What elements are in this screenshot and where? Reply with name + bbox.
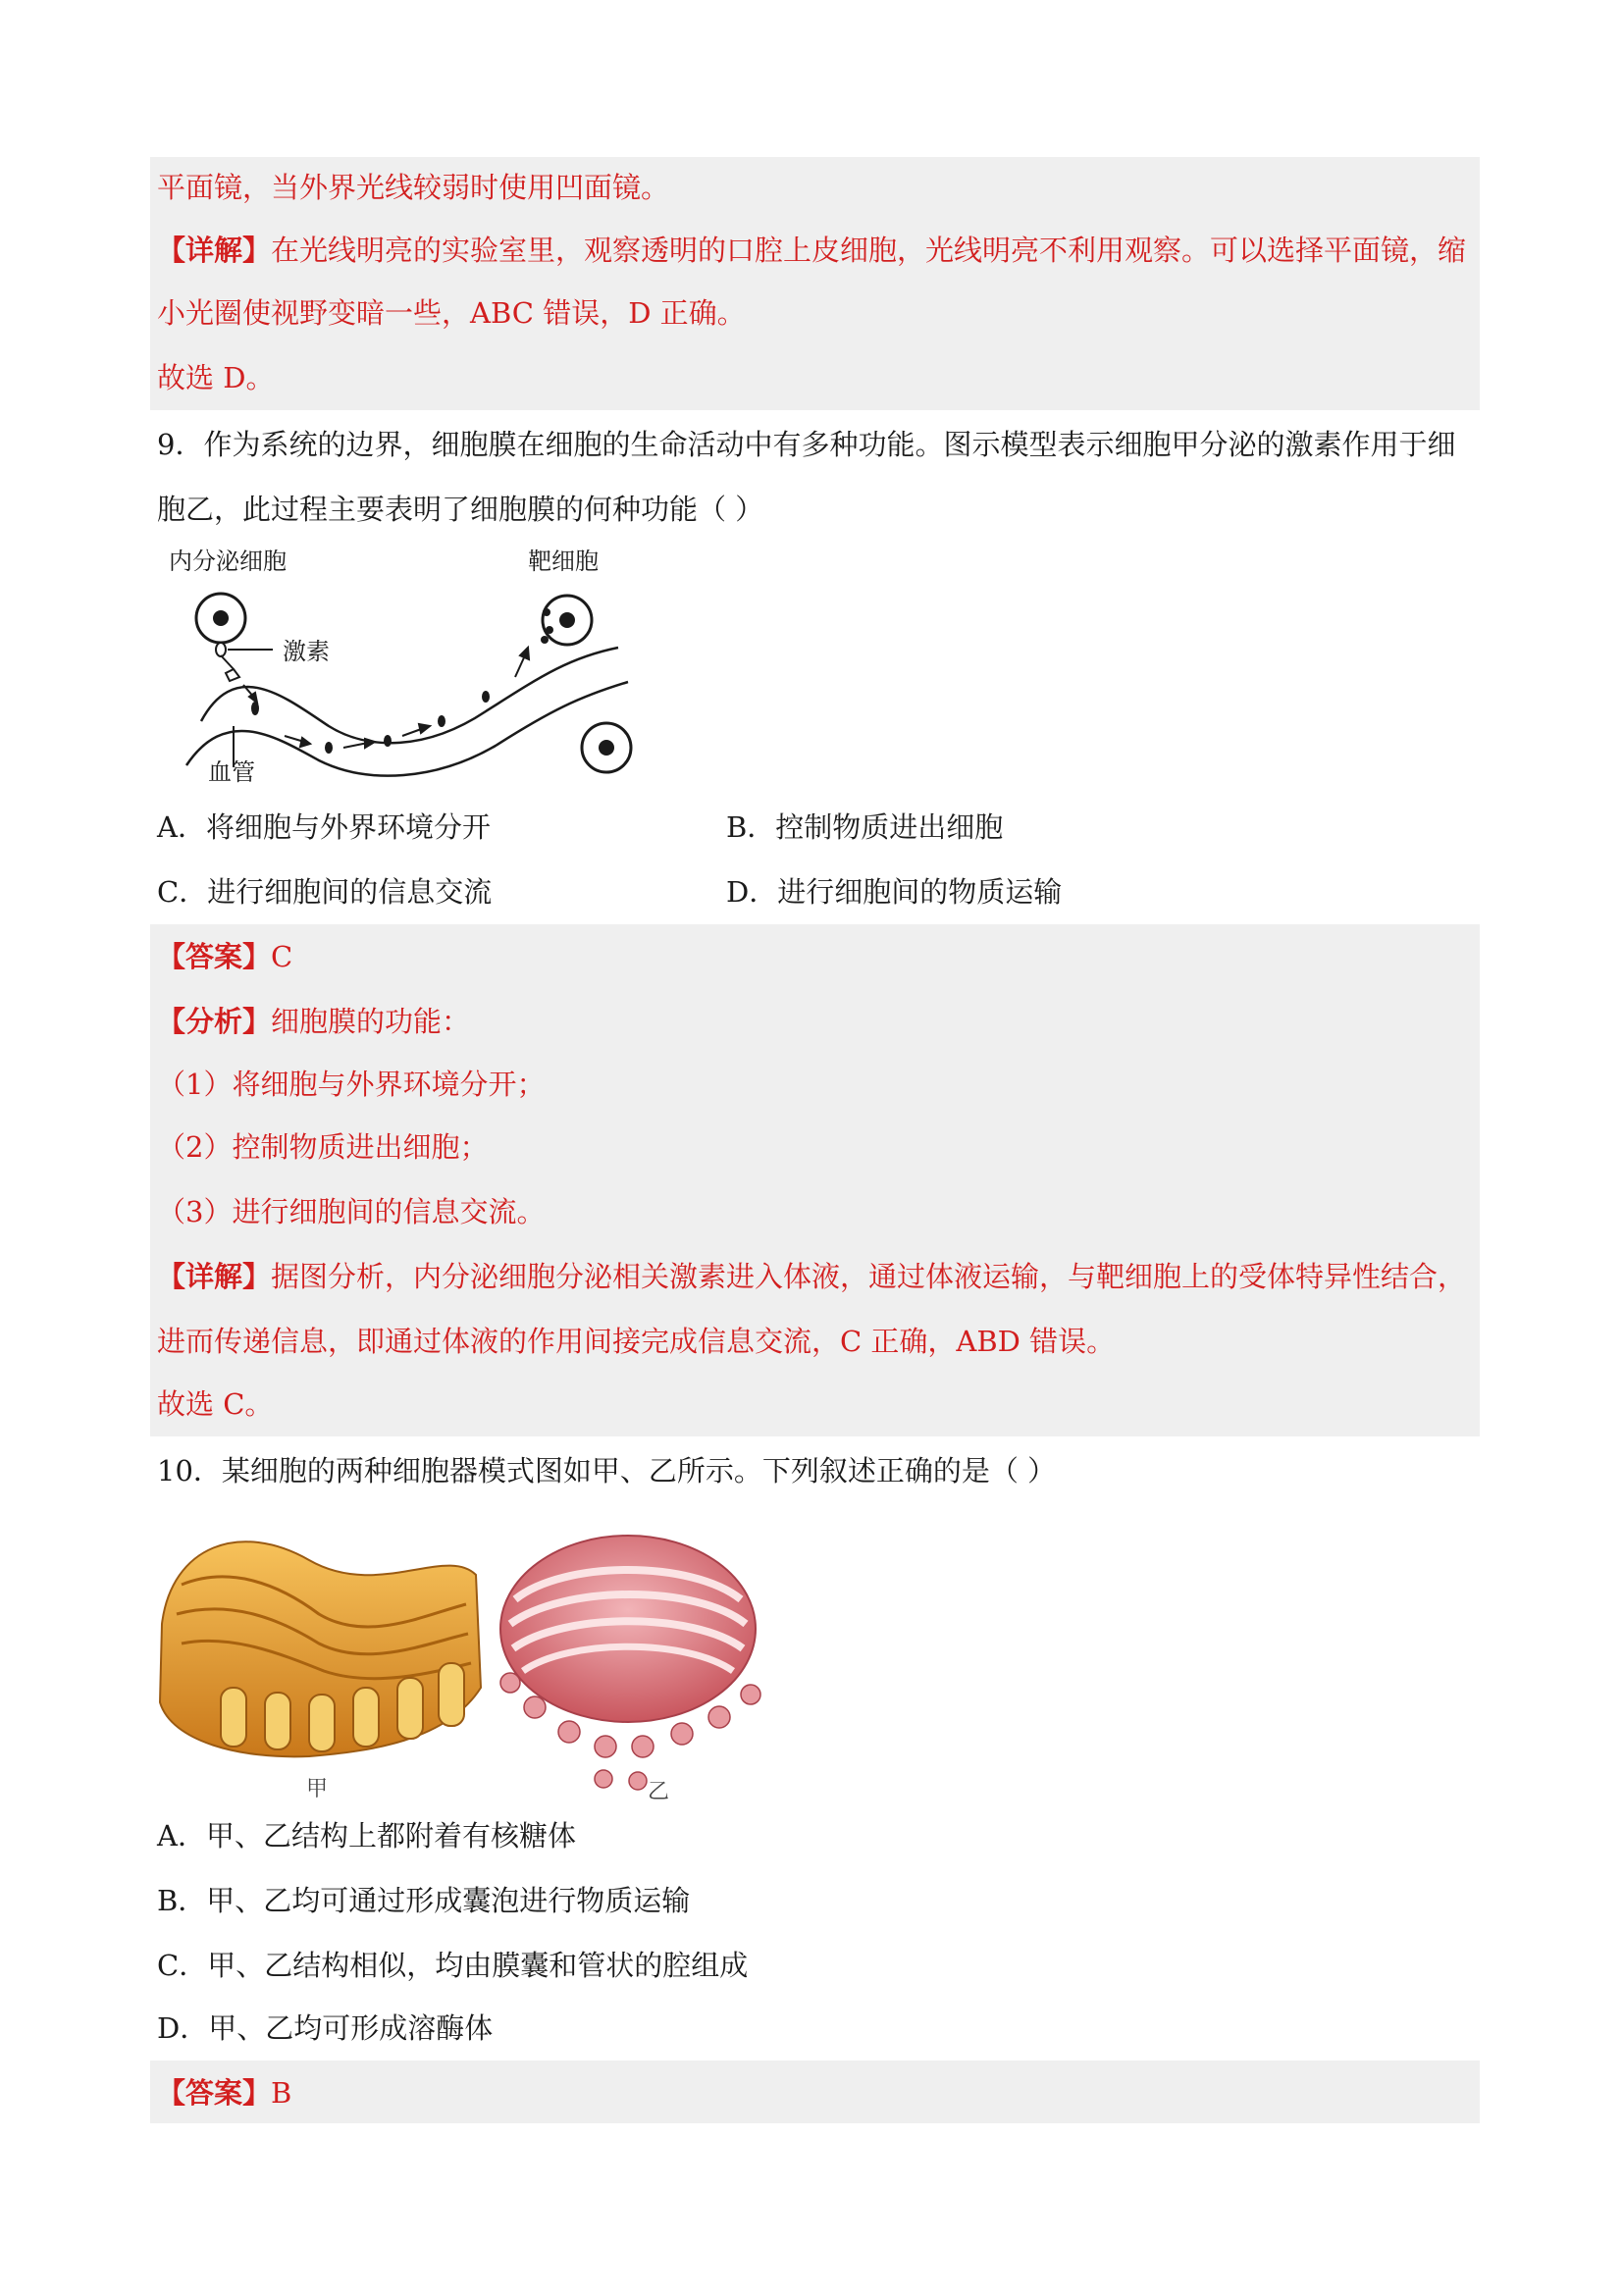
endocrine-cell-icon <box>196 594 245 656</box>
label-target-cell: 靶细胞 <box>528 548 599 575</box>
q10-option-b[interactable]: B．甲、乙均可通过形成囊泡进行物质运输 <box>157 1884 691 1917</box>
answer-value: C <box>271 940 293 973</box>
detail-text: 据图分析，内分泌细胞分泌相关激素进入体液，通过体液运输，与靶细胞上的受体特异性结合， <box>271 1260 1467 1293</box>
q9-option-c[interactable]: C．进行细胞间的信息交流 <box>157 875 493 909</box>
label-blood-vessel: 血管 <box>208 758 255 785</box>
analysis-tag: 【分析】 <box>157 1005 272 1038</box>
other-cell-icon <box>582 723 631 772</box>
answer-tag: 【答案】 <box>157 940 272 973</box>
q9-option-d[interactable]: D．进行细胞间的物质运输 <box>726 875 1063 909</box>
hormone-transport-figure <box>157 540 648 785</box>
label-hormone: 激素 <box>283 638 330 665</box>
q9-stem-line2: 胞乙，此过程主要表明了细胞膜的何种功能（ ） <box>157 493 764 526</box>
target-cell-icon <box>541 596 592 645</box>
q10-stem: 10．某细胞的两种细胞器模式图如甲、乙所示。下列叙述正确的是（ ） <box>157 1454 1057 1487</box>
q10-answer <box>157 2076 291 2110</box>
q10-option-a[interactable]: A．甲、乙结构上都附着有核糖体 <box>157 1819 576 1852</box>
q9-point-2: （2）控制物质进出细胞； <box>157 1130 489 1164</box>
q9-option-b[interactable]: B．控制物质进出细胞 <box>726 810 1004 844</box>
q8-conclusion: 故选 D。 <box>157 361 275 394</box>
label-endocrine-cell: 内分泌细胞 <box>169 548 287 575</box>
detail-text: 在光线明亮的实验室里，观察透明的口腔上皮细胞，光线明亮不利用观察。可以选择平面镜，缩 <box>271 234 1467 267</box>
q9-conclusion: 故选 C。 <box>157 1387 274 1421</box>
organelles-figure <box>152 1506 780 1800</box>
q9-point-3: （3）进行细胞间的信息交流。 <box>157 1195 546 1228</box>
hormone-secretion-icon <box>226 669 239 681</box>
q9-detail-line2: 进而传递信息，即通过体液的作用间接完成信息交流，C 正确，ABD 错误。 <box>157 1325 1116 1358</box>
q9-stem-line1: 9．作为系统的边界，细胞膜在细胞的生命活动中有多种功能。图示模型表示细胞甲分泌的激素作用于细 <box>157 428 1456 461</box>
label-jia: 甲 <box>306 1777 329 1800</box>
q9-detail-line1 <box>157 1260 1466 1293</box>
q9-answer <box>157 940 292 973</box>
analysis-text: 细胞膜的功能： <box>271 1005 471 1038</box>
q9-point-1: （1）将细胞与外界环境分开； <box>157 1068 546 1101</box>
endoplasmic-reticulum-icon <box>160 1541 481 1756</box>
q9-option-a[interactable]: A．将细胞与外界环境分开 <box>157 810 491 844</box>
q8-detail-line2: 小光圈使视野变暗一些，ABC 错误，D 正确。 <box>157 296 746 330</box>
q8-detail-line1 <box>157 234 1466 267</box>
detail-tag: 【详解】 <box>157 1260 272 1293</box>
answer-value: B <box>271 2076 292 2110</box>
q10-option-d[interactable]: D．甲、乙均可形成溶酶体 <box>157 2011 494 2045</box>
q8-explanation-line: 平面镜，当外界光线较弱时使用凹面镜。 <box>157 171 670 204</box>
q10-option-c[interactable]: C．甲、乙结构相似，均由膜囊和管状的腔组成 <box>157 1949 749 1982</box>
detail-tag: 【详解】 <box>157 234 272 267</box>
answer-tag: 【答案】 <box>157 2076 272 2110</box>
answer-band-q10 <box>150 2061 1480 2123</box>
answer-band-q9 <box>150 924 1480 1436</box>
label-yi: 乙 <box>648 1780 670 1800</box>
golgi-apparatus-icon <box>500 1536 760 1790</box>
q9-analysis <box>157 1005 470 1038</box>
